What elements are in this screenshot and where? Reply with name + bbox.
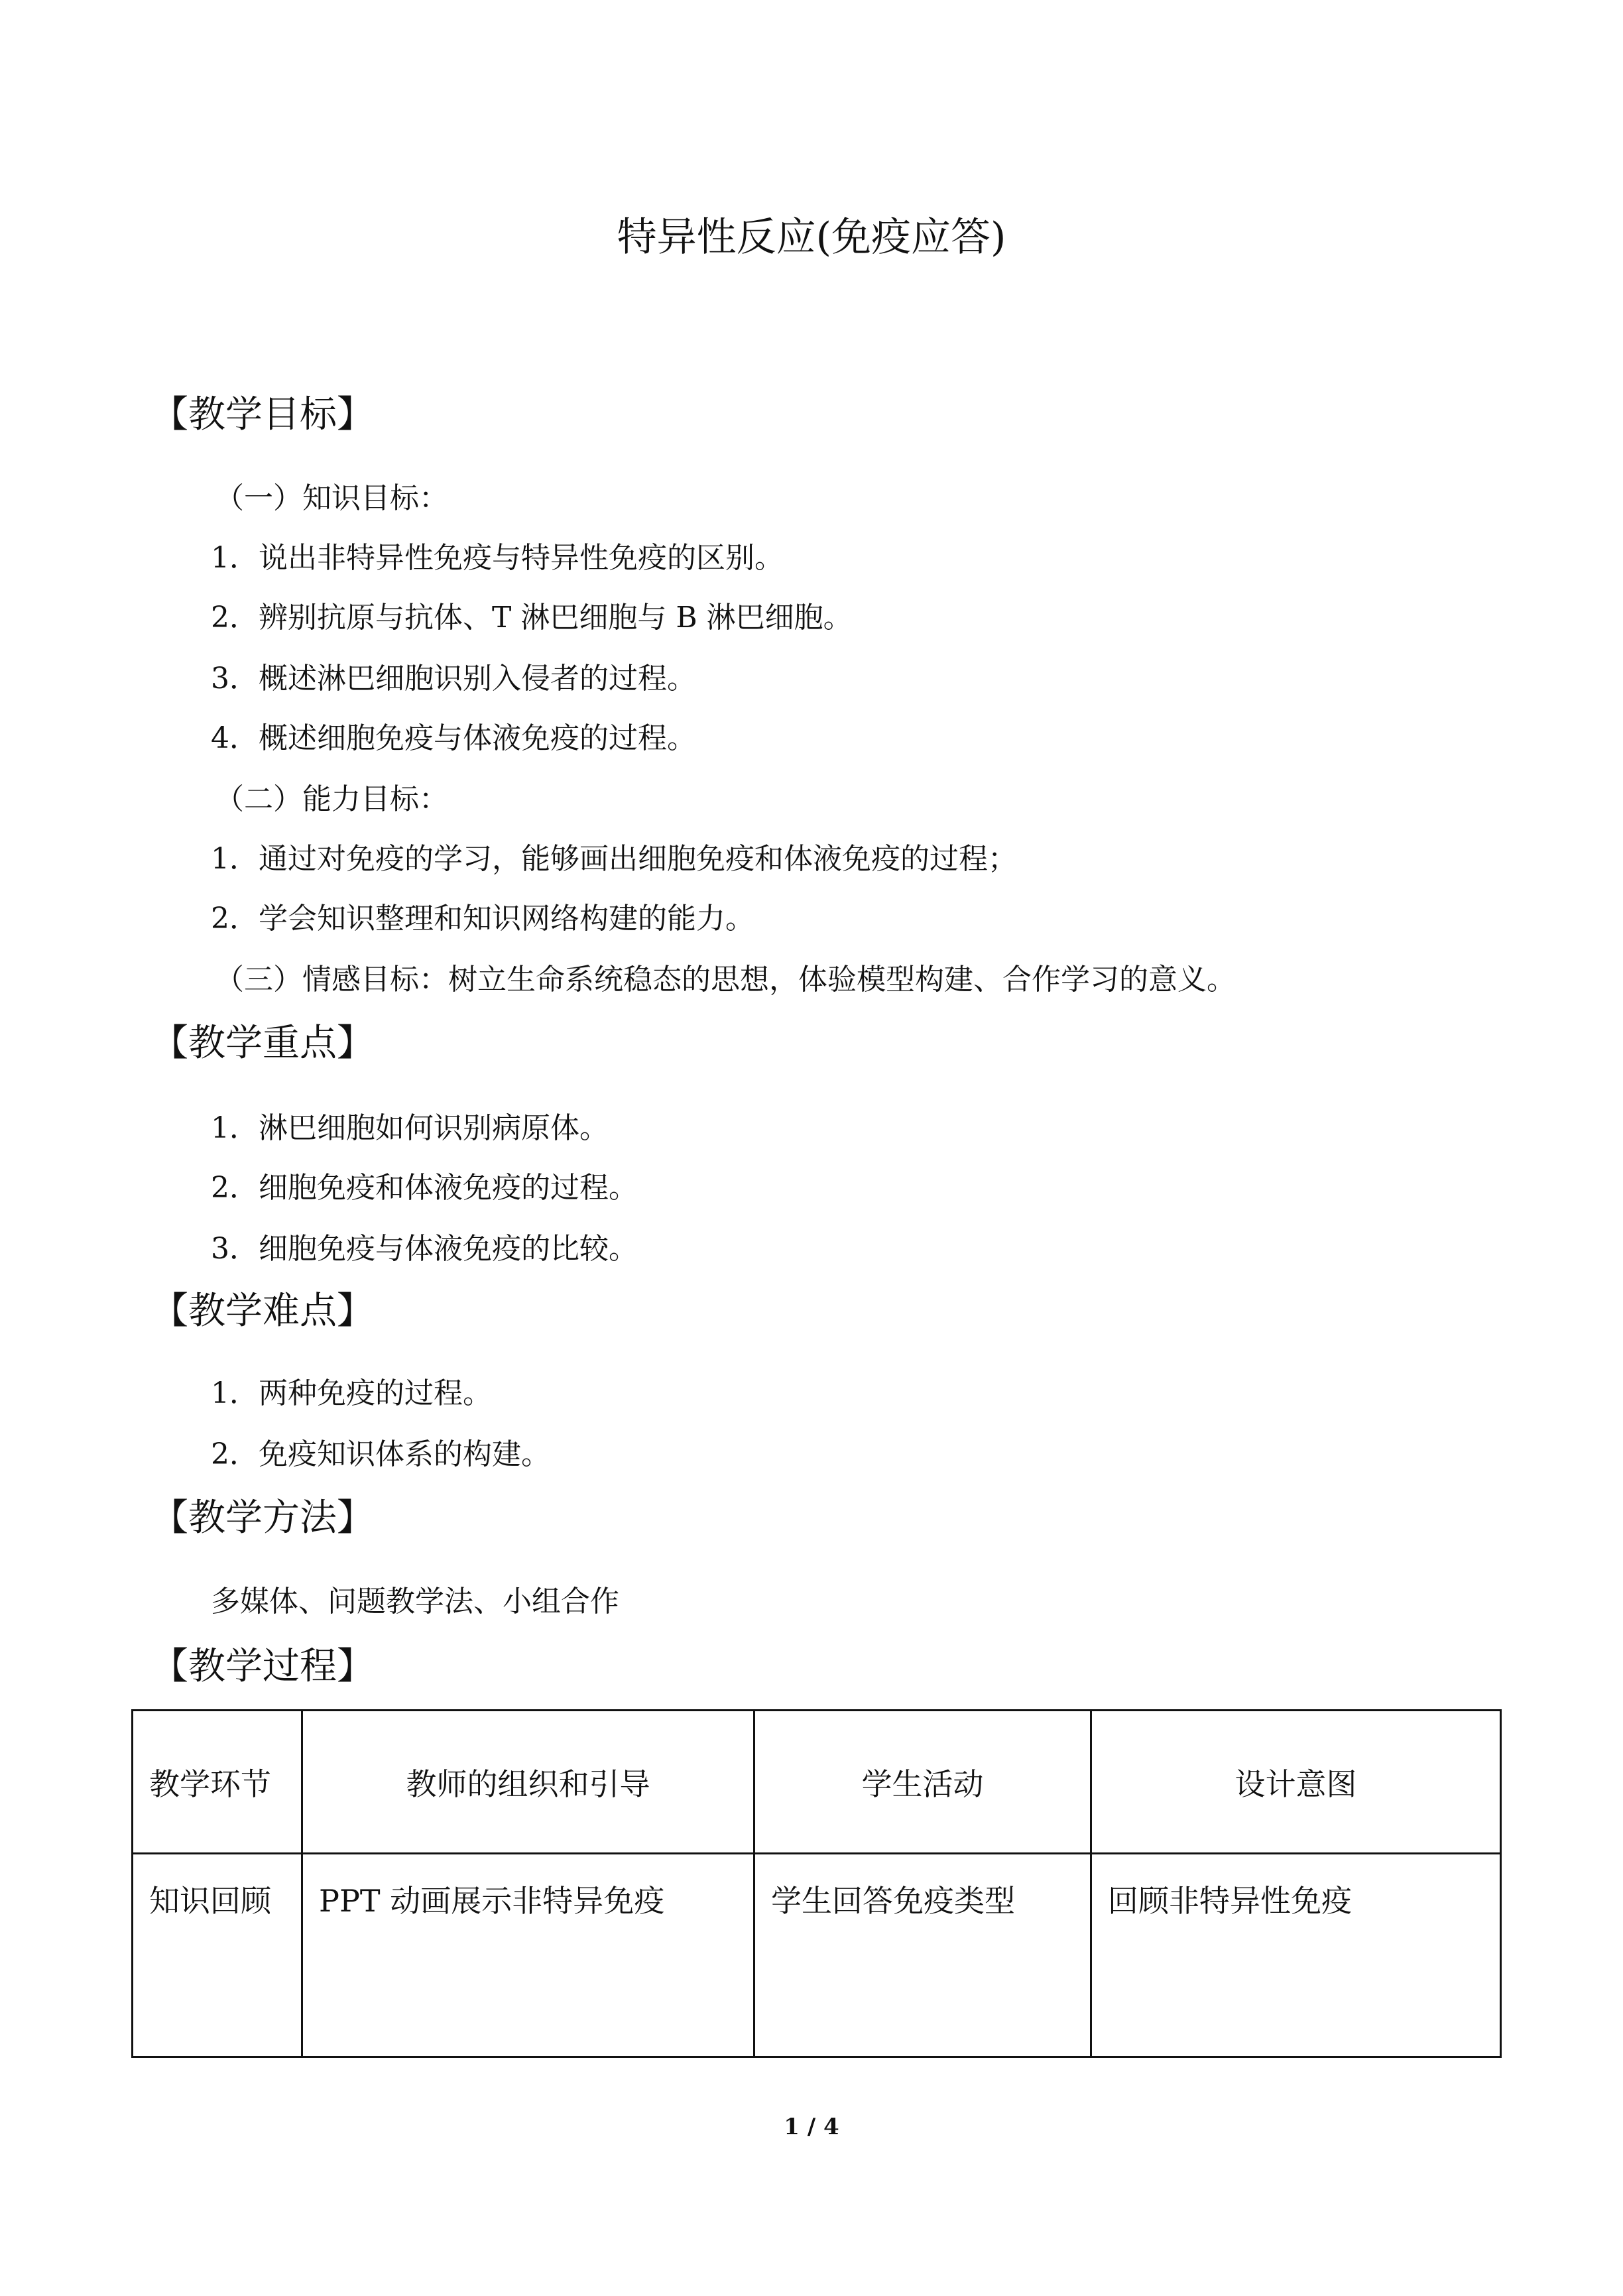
table-cell: 回顾非特异性免疫 [1091,1854,1501,2057]
table-cell: 学生回答免疫类型 [754,1854,1091,2057]
page-number: 1 / 4 [784,2114,839,2140]
ability-goal-item: 2．学会知识整理和知识网络构建的能力。 [211,902,754,936]
section-heading-methods: 【教学方法】 [151,1496,374,1540]
page-title: 特异性反应(免疫应答) [617,214,1006,261]
knowledge-goal-item: 4．概述细胞免疫与体液免疫的过程。 [211,721,696,755]
key-point-item: 1．淋巴细胞如何识别病原体。 [211,1111,609,1145]
key-point-item: 3．细胞免疫与体液免疫的比较。 [211,1232,638,1266]
process-table [131,1709,1502,2058]
difficulty-item: 1．两种免疫的过程。 [211,1376,492,1410]
ability-goals-label: （二）能力目标： [215,782,448,816]
table-cell: PPT 动画展示非特异免疫 [302,1854,754,2057]
knowledge-goal-item: 2．辨别抗原与抗体、T 淋巴细胞与 B 淋巴细胞。 [211,601,853,634]
knowledge-goals-label: （一）知识目标： [215,481,448,515]
table-header-row [133,1711,1501,1854]
table-row [133,1854,1501,2057]
table-header-cell: 教师的组织和引导 [302,1711,754,1854]
table-cell: 知识回顾 [133,1854,302,2057]
table-header-cell: 学生活动 [754,1711,1091,1854]
emotion-goal: （三）情感目标：树立生命系统稳态的思想，体验模型构建、合作学习的意义。 [215,963,1236,997]
difficulty-item: 2．免疫知识体系的构建。 [211,1437,550,1471]
section-heading-process: 【教学过程】 [151,1645,374,1688]
table-header-cell: 教学环节 [133,1711,302,1854]
table-header-cell: 设计意图 [1091,1711,1501,1854]
key-point-item: 2．细胞免疫和体液免疫的过程。 [211,1171,638,1205]
knowledge-goal-item: 3．概述淋巴细胞识别入侵者的过程。 [211,662,696,695]
methods-text: 多媒体、问题教学法、小组合作 [211,1585,619,1618]
section-heading-difficulties: 【教学难点】 [151,1290,374,1333]
section-heading-goals: 【教学目标】 [151,393,374,436]
ability-goal-item: 1．通过对免疫的学习，能够画出细胞免疫和体液免疫的过程； [211,842,1017,876]
section-heading-key-points: 【教学重点】 [151,1022,374,1065]
knowledge-goal-item: 1．说出非特异性免疫与特异性免疫的区别。 [211,541,784,575]
